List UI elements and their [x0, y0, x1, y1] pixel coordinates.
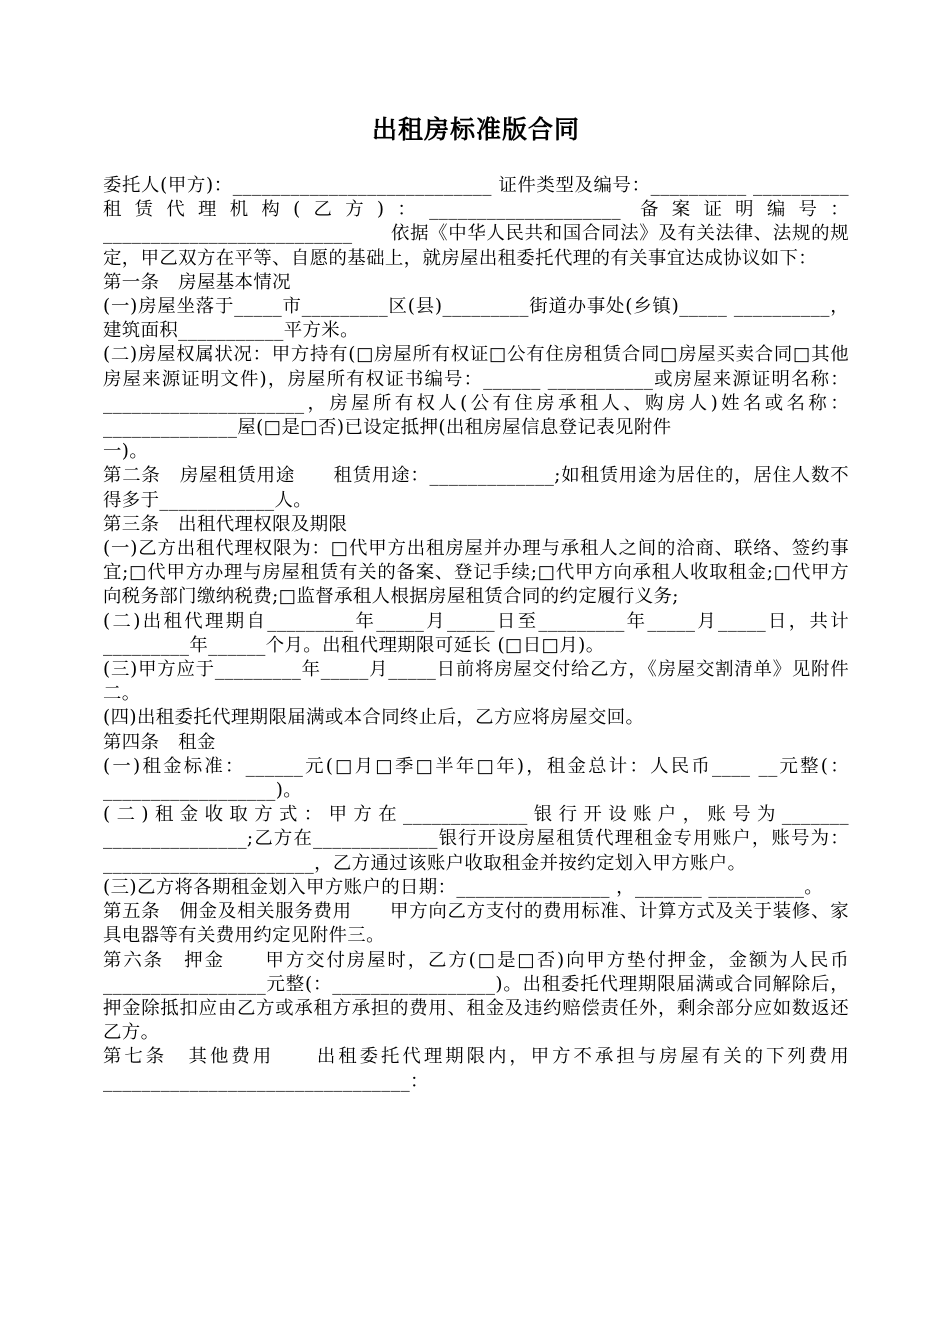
document-page [103, 0, 887, 1344]
paragraph-article-4-heading: 第四条 租金 [103, 731, 216, 753]
paragraph-article-1-ownership: (二)房屋权属状况：甲方持有(□房屋所有权证□公有住房租赁合同□房屋买卖合同□其他房屋来源证明文件)，房屋所有权证书编号：______ ___________或房屋来源证明名称：_____________________，房屋所有权人(公有住房承租人、购房人)姓名或名称：______________屋(□是□否)已设定抵押(出租房屋信息登记表见附件 [103, 344, 849, 439]
paragraph-article-4-standard: (一)租金标准：______元(□月□季□半年□年)，租金总计：人民币____ __元整(：__________________)。 [103, 755, 849, 802]
paragraph-article-1-ownership-end: 一)。 [103, 441, 149, 463]
paragraph-article-3-period: (二)出租代理期自_________年_____月_____日至_________年_____月_____日，共计_________年______个月。出租代理期限可延长 (□日□月)。 [103, 610, 849, 656]
paragraph-article-4-transfer-date: (三)乙方将各期租金划入甲方账户的日期：________________ ，_______ __________。 [103, 876, 824, 898]
paragraph-article-4-collection: (二)租金收取方式：甲方在_____________银行开设账户，账号为_______ _______________;乙方在_____________银行开设房屋租赁代理租金专用账户，账号为：______________________，乙方通过该账户收取租金并按约定划入甲方账户。 [103, 804, 849, 874]
contract-body [103, 174, 887, 1094]
paragraph-article-1-location: (一)房屋坐落于_____市_________区(县)_________街道办事处(乡镇)_____ __________，建筑面积___________平方米。 [103, 296, 849, 342]
paragraph-article-1-heading: 第一条 房屋基本情况 [103, 271, 291, 293]
paragraph-parties-intro: 委托人(甲方)：___________________________ 证件类型及编号：__________ __________ 租赁代理机构(乙方)：____________________ 备案证明编号：__________________________ 依据《中华人民共和国合同法》及有关法律、法规的规定，甲乙双方在平等、自愿的基础上，就房屋出租委托代理的有关事宜达成协议如下： [103, 175, 887, 269]
paragraph-article-3-authority: (一)乙方出租代理权限为：□代甲方出租房屋并办理与承租人之间的洽商、联络、签约事宜;□代甲方办理与房屋租赁有关的备案、登记手续;□代甲方向承租人收取租金;□代甲方向税务部门缴纳税费;□监督承租人根据房屋租赁合同的约定履行义务; [103, 538, 849, 608]
paragraph-article-5: 第五条 佣金及相关服务费用 甲方向乙方支付的费用标准、计算方式及关于装修、家具电器等有关费用约定见附件三。 [103, 901, 849, 947]
paragraph-article-7: 第七条 其他费用 出租委托代理期限内，甲方不承担与房屋有关的下列费用________________________________： [103, 1046, 849, 1092]
paragraph-article-6: 第六条 押金 甲方交付房屋时，乙方(□是□否)向甲方垫付押金，金额为人民币_________________元整(：_________________)。出租委托代理期限届满或合同解除后，押金除抵扣应由乙方或承租方承担的费用、租金及违约赔偿责任外，剩余部分应如数返还乙方。 [103, 949, 849, 1044]
paragraph-article-3-delivery: (三)甲方应于_________年_____月_____日前将房屋交付给乙方，《房屋交割清单》见附件二。 [103, 659, 849, 705]
paragraph-article-3-heading: 第三条 出租代理权限及期限 [103, 513, 348, 535]
paragraph-article-2: 第二条 房屋租赁用途 租赁用途：_____________;如租赁用途为居住的，居住人数不得多于____________人。 [103, 465, 849, 511]
paragraph-article-3-return: (四)出租委托代理期限届满或本合同终止后，乙方应将房屋交回。 [103, 707, 645, 729]
document-title: 出租房标准版合同 [371, 115, 580, 144]
